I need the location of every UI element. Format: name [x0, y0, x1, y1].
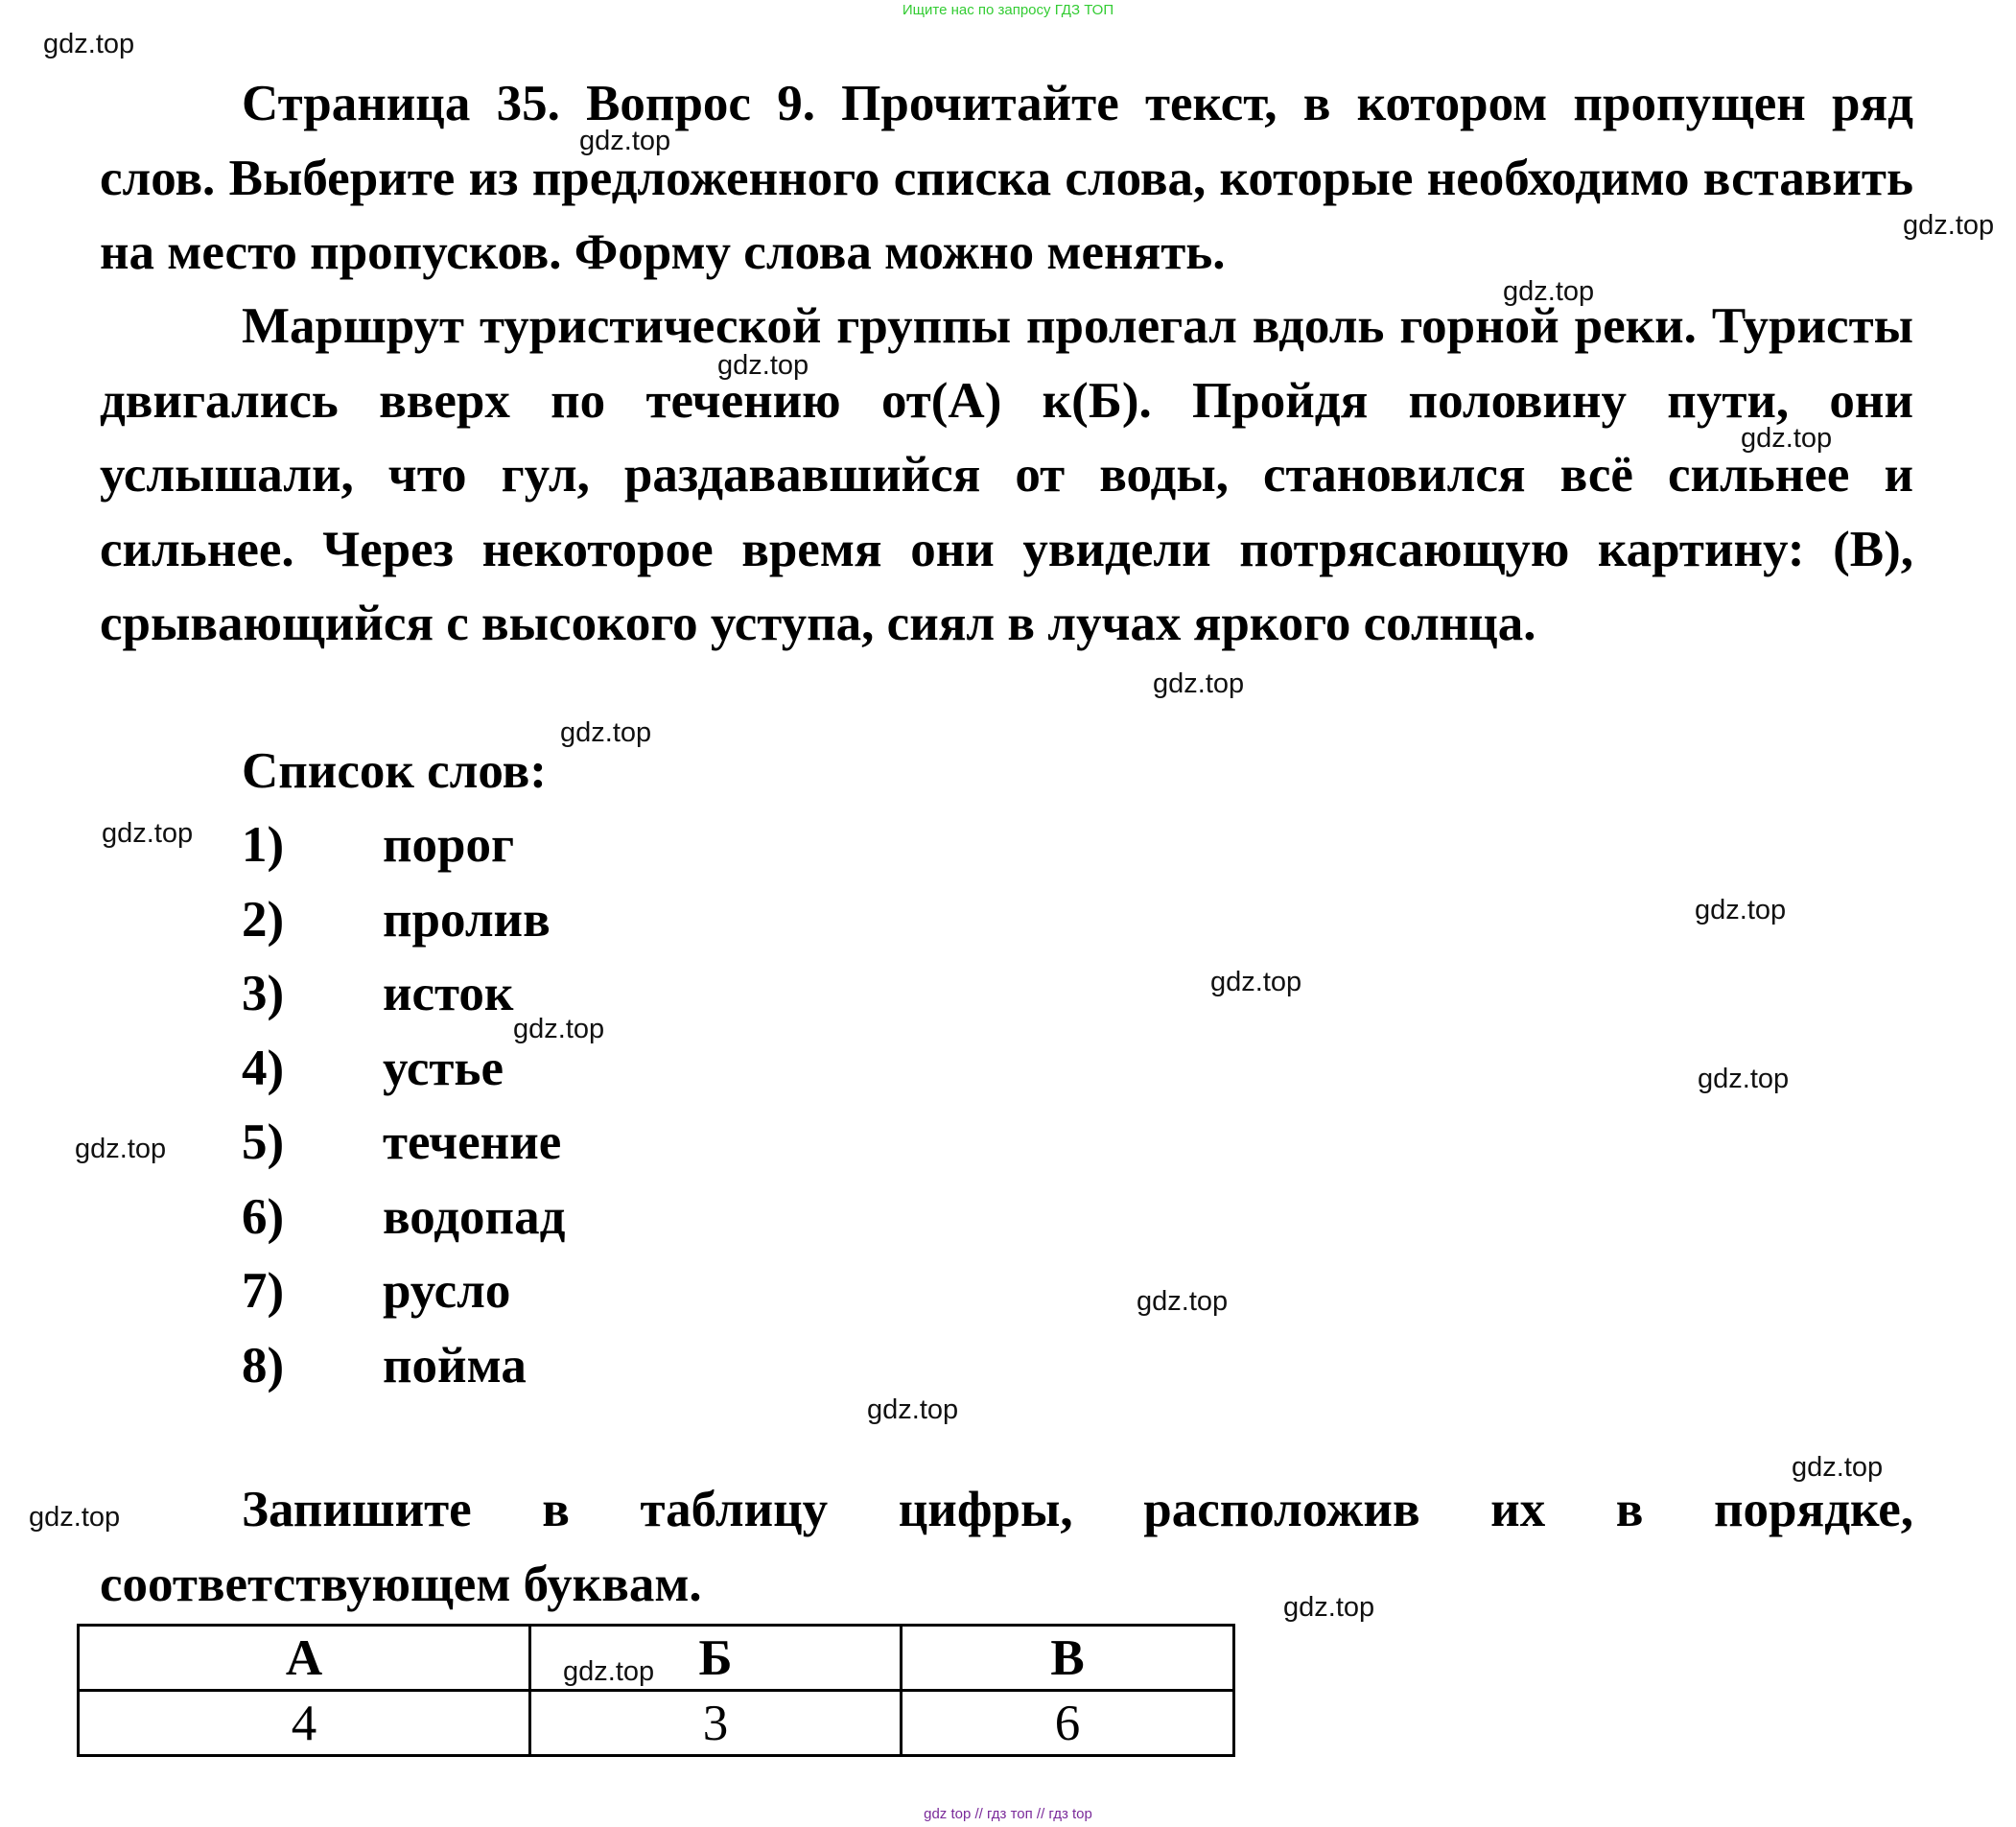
- watermark: gdz.top: [513, 1014, 605, 1044]
- list-item-number: 8): [242, 1337, 285, 1394]
- watermark: gdz.top: [1792, 1452, 1884, 1483]
- watermark: gdz.top: [867, 1394, 959, 1425]
- list-item: [242, 1181, 565, 1255]
- list-item: [242, 808, 565, 883]
- watermark: gdz.top: [75, 1134, 167, 1164]
- watermark: gdz.top: [43, 29, 135, 59]
- list-item-number: 6): [242, 1188, 285, 1245]
- watermark: gdz.top: [1210, 967, 1302, 997]
- list-item: [242, 883, 565, 958]
- table-cell: 6: [902, 1691, 1234, 1756]
- list-item-number: 4): [242, 1040, 285, 1096]
- list-item-word: устье: [383, 1040, 504, 1096]
- list-item-word: течение: [383, 1114, 562, 1170]
- watermark: gdz.top: [1283, 1592, 1375, 1623]
- bottom-banner: gdz top // гдз топ // гдз top: [924, 1806, 1092, 1822]
- answer-table: [77, 1624, 1235, 1757]
- list-item: [242, 1254, 565, 1329]
- table-header-cell: А: [79, 1626, 530, 1691]
- word-list-title: Список слов:: [242, 743, 547, 799]
- word-list: [242, 808, 565, 1403]
- top-banner: Ищите нас по запросу ГДЗ ТОП: [902, 2, 1114, 18]
- list-item-number: 7): [242, 1263, 285, 1319]
- watermark: gdz.top: [1503, 276, 1595, 307]
- table-header-cell: Б: [530, 1626, 902, 1691]
- list-item-number: 5): [242, 1114, 285, 1170]
- list-item-word: пойма: [383, 1337, 527, 1394]
- watermark: gdz.top: [102, 818, 194, 849]
- table-cell: 4: [79, 1691, 530, 1756]
- table-cell: 3: [530, 1691, 902, 1756]
- instruction-text: Запишите в таблицу цифры, расположив их в порядке, соответствующем буквам.: [100, 1482, 1913, 1612]
- list-item-word: исток: [383, 966, 514, 1021]
- list-item-word: водопад: [383, 1188, 566, 1245]
- list-item-number: 3): [242, 966, 285, 1021]
- question-title: Страница 35. Вопрос 9. Прочитайте текст, в котором пропущен ряд слов. Выберите из предложенного списка слова, которые необходимо вставить на место пропусков. Форму слова можно менять.: [100, 76, 1913, 280]
- list-item-number: 2): [242, 891, 285, 948]
- list-item-word: русло: [383, 1263, 511, 1319]
- table-header-cell: В: [902, 1626, 1234, 1691]
- list-item-word: порог: [383, 817, 515, 873]
- watermark: gdz.top: [1903, 210, 1995, 241]
- list-item: [242, 1106, 565, 1181]
- watermark: gdz.top: [579, 126, 671, 156]
- watermark: gdz.top: [1153, 668, 1245, 699]
- table-row: [79, 1691, 1234, 1756]
- watermark: gdz.top: [1698, 1064, 1790, 1094]
- watermark: gdz.top: [563, 1656, 655, 1687]
- list-item-number: 1): [242, 817, 285, 873]
- question-text: Маршрут туристической группы пролегал вдоль горной реки. Туристы двигались вверх по течению от(А) к(Б). Пройдя половину пути, они услышали, что гул, раздававшийся от воды, становился всё сильнее и сильнее. Через некоторое время они увидели потрясающую картину: (В), срывающийся с высокого уступа, сиял в лучах яркого солнца.: [100, 298, 1913, 651]
- table-header-row: [79, 1626, 1234, 1691]
- watermark: gdz.top: [29, 1502, 121, 1533]
- watermark: gdz.top: [1695, 895, 1787, 925]
- list-item: [242, 1329, 565, 1404]
- watermark: gdz.top: [1741, 423, 1833, 454]
- watermark: gdz.top: [1137, 1286, 1229, 1317]
- list-item-word: пролив: [383, 891, 551, 948]
- watermark: gdz.top: [560, 717, 652, 748]
- watermark: gdz.top: [717, 350, 809, 381]
